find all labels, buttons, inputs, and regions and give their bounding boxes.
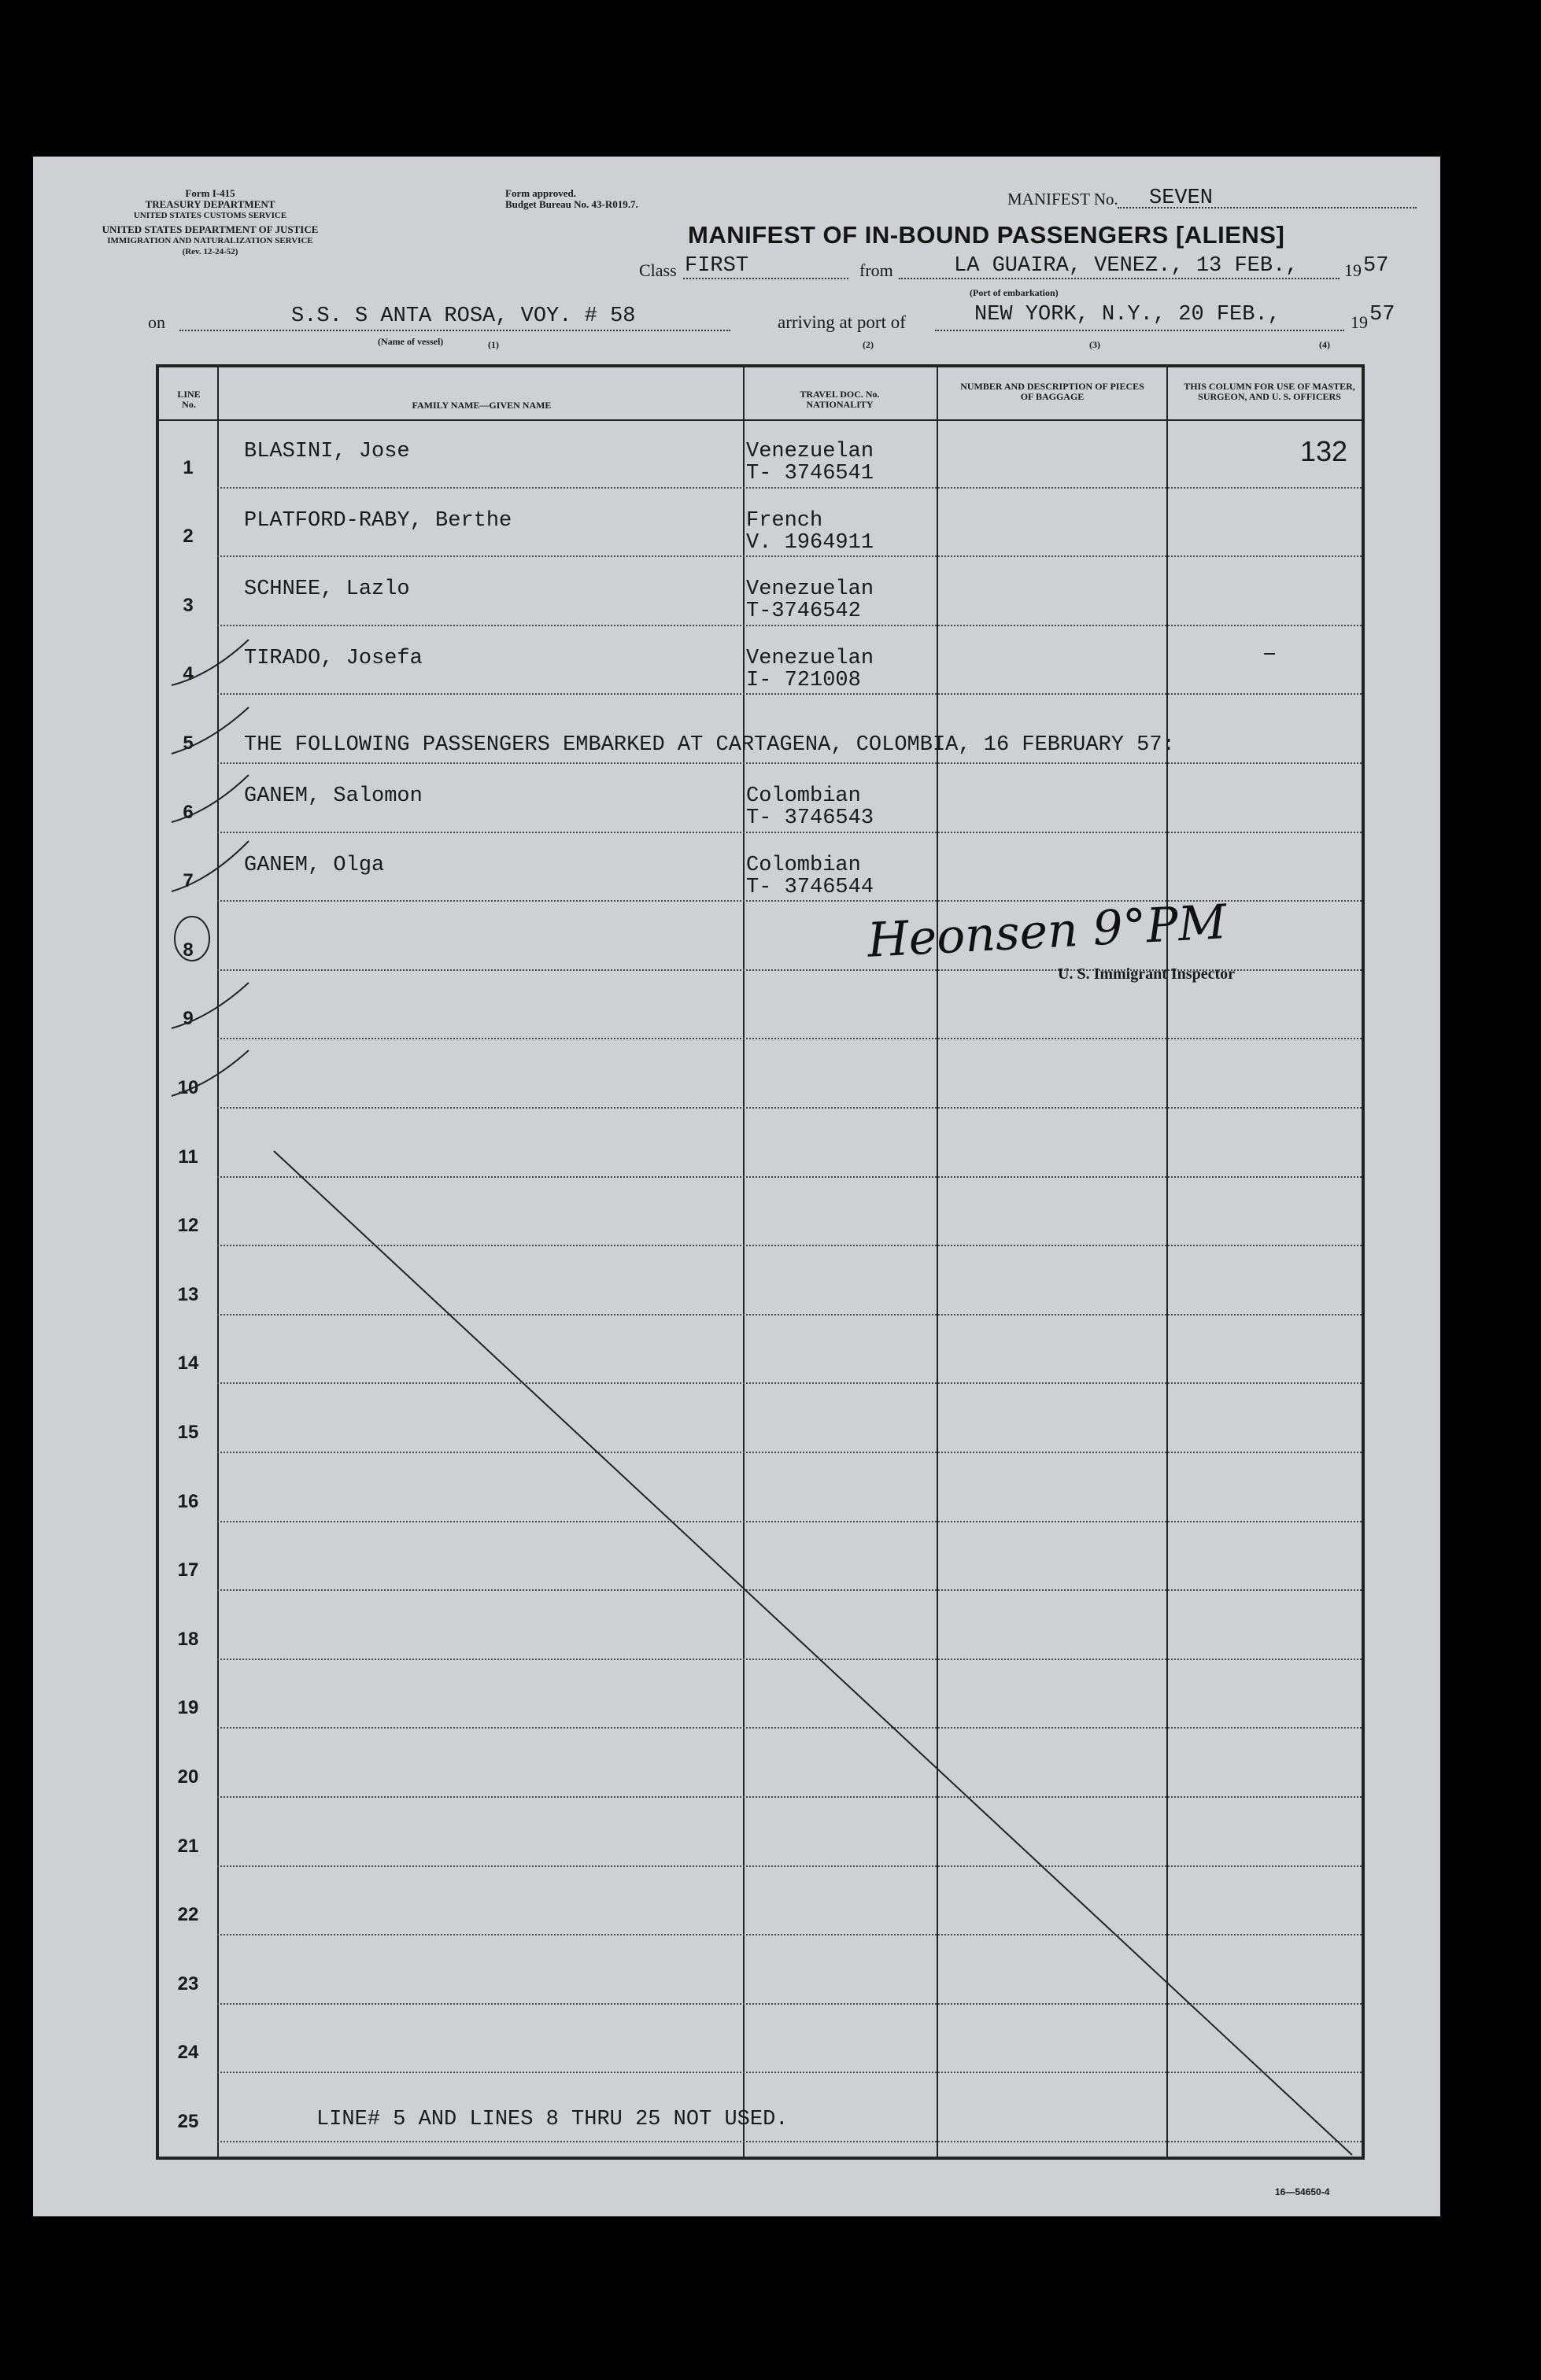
from-year: 57 [1363,254,1389,278]
justice-label: UNITED STATES DEPARTMENT OF JUSTICE [102,223,319,235]
check-mark-7 [172,1050,249,1096]
line-number: 8 [183,939,194,961]
vessel-dots [179,330,730,331]
embark-caption: (Port of embarkation) [970,287,1059,298]
passenger-name: GANEM, Salomon [244,784,423,808]
line-number: 19 [177,1697,199,1719]
nationality: French [746,508,823,533]
line-number: 9 [183,1008,194,1030]
passenger-name: SCHNEE, Lazlo [244,577,410,602]
line-number: 23 [177,1972,199,1994]
check-mark-4 [172,841,249,891]
arriving-dots [935,330,1344,331]
inspector-signature: Heonsen 9°PM [866,895,1229,969]
line-number: 14 [177,1352,199,1374]
manifest-sheet [33,157,1440,2216]
check-mark-2 [172,707,249,754]
class-from-line [639,254,1426,298]
line-number: 10 [177,1076,199,1098]
line-number: 24 [177,2042,199,2064]
class-label: Class [639,260,677,280]
line-number: 25 [177,2110,199,2132]
travel-doc-number: T- 3746543 [746,806,874,830]
line-number: 3 [183,594,194,616]
cancellation-strokes [156,364,1365,2160]
col-header-travel: TRAVEL DOC. No. NATIONALITY [800,389,880,410]
form-number: Form I-415 [185,187,235,199]
nationality: Venezuelan [746,577,874,602]
treasury-label: TREASURY DEPARTMENT [145,198,275,210]
nationality: Colombian [746,784,861,808]
col-header-baggage: NUMBER AND DESCRIPTION OF PIECES OF BAGGAGE [960,381,1144,402]
travel-doc-number: T- 3746544 [746,875,874,899]
rev-label: (Rev. 12-24-52) [182,247,238,256]
arriving-value: NEW YORK, N.Y., 20 FEB., [974,303,1280,327]
line-number: 15 [177,1421,199,1443]
cartagena-note: THE FOLLOWING PASSENGERS EMBARKED AT CARTAGENA, COLOMBIA, 16 FEBRUARY 57: [244,733,1175,757]
arrive-year-prefix: 19 [1351,312,1368,332]
officer-column-value: 132 [1300,435,1348,467]
travel-doc-number: I- 721008 [746,668,861,692]
manifest-no-value: SEVEN [1149,186,1214,210]
line-number: 22 [177,1904,199,1926]
line-number: 2 [183,526,194,548]
budget-bureau: Budget Bureau No. 43-R019.7. [505,198,638,210]
line-number: 16 [177,1490,199,1512]
approval-block [505,188,710,210]
col-num-4: (4) [1319,339,1330,350]
line-number: 6 [183,801,194,823]
not-used-note: LINE# 5 AND LINES 8 THRU 25 NOT USED. [316,2108,789,2131]
circle-mark-5 [175,917,209,961]
arriving-label: arriving at port of [778,312,906,332]
from-label: from [859,260,893,280]
passenger-name: GANEM, Olga [244,853,385,877]
form-approved: Form approved. [505,187,577,199]
manifest-number [1007,186,1417,215]
vessel-caption: (Name of vessel) [378,336,444,347]
class-dots [683,278,848,279]
line-number: 18 [177,1628,199,1650]
inspector-caption: U. S. Immigrant Inspector [1058,965,1235,983]
nationality: Venezuelan [746,440,874,463]
vessel-line [148,303,1431,350]
passenger-table [156,364,1365,2160]
line-number: 1 [183,456,194,478]
manifest-no-label: MANIFEST No. [1007,190,1118,208]
travel-doc-number: V. 1964911 [746,530,874,555]
check-mark-1 [172,640,249,685]
line-number: 5 [183,732,194,754]
line-number: 7 [183,870,194,892]
on-label: on [148,312,165,332]
from-dots [899,278,1340,279]
passenger-name: TIRADO, Josefa [244,646,423,670]
col-num-2: (2) [863,339,874,350]
arrive-year: 57 [1369,303,1395,327]
line-number: 11 [178,1146,198,1168]
col-header-officers: THIS COLUMN FOR USE OF MASTER, SURGEON, AND U. S. OFFICERS [1184,381,1355,402]
col-header-line: LINE No. [177,389,201,410]
travel-doc-number: T- 3746541 [746,462,874,485]
nationality: Venezuelan [746,646,874,670]
check-mark-6 [172,983,249,1028]
from-value: LA GUAIRA, VENEZ., 13 FEB., [954,254,1299,278]
line-number: 17 [177,1559,199,1581]
line-number: 20 [177,1766,199,1788]
ins-label: IMMIGRATION AND NATURALIZATION SERVICE [107,236,313,245]
class-value: FIRST [685,254,749,278]
from-year-prefix: 19 [1344,260,1362,280]
footer-code: 16—54650-4 [1275,2186,1330,2197]
nationality: Colombian [746,853,861,877]
col-num-3: (3) [1089,339,1100,350]
vessel-name: S.S. S ANTA ROSA, VOY. # 58 [291,304,636,328]
line-number: 21 [177,1835,199,1857]
customs-label: UNITED STATES CUSTOMS SERVICE [133,211,287,220]
passenger-name: PLATFORD-RABY, Berthe [244,508,512,533]
line-number: 12 [177,1215,199,1237]
col-header-name: FAMILY NAME—GIVEN NAME [412,400,552,411]
passenger-name: BLASINI, Jose [244,440,410,463]
col-num-1: (1) [488,339,499,350]
line-number: 4 [183,663,194,685]
line-number: 13 [177,1283,199,1305]
agency-block [80,188,340,257]
diagonal-void-line [274,1151,1352,2155]
check-mark-3 [172,775,249,822]
page-title: MANIFEST OF IN-BOUND PASSENGERS [ALIENS] [688,221,1285,249]
travel-doc-number: T-3746542 [746,600,861,624]
